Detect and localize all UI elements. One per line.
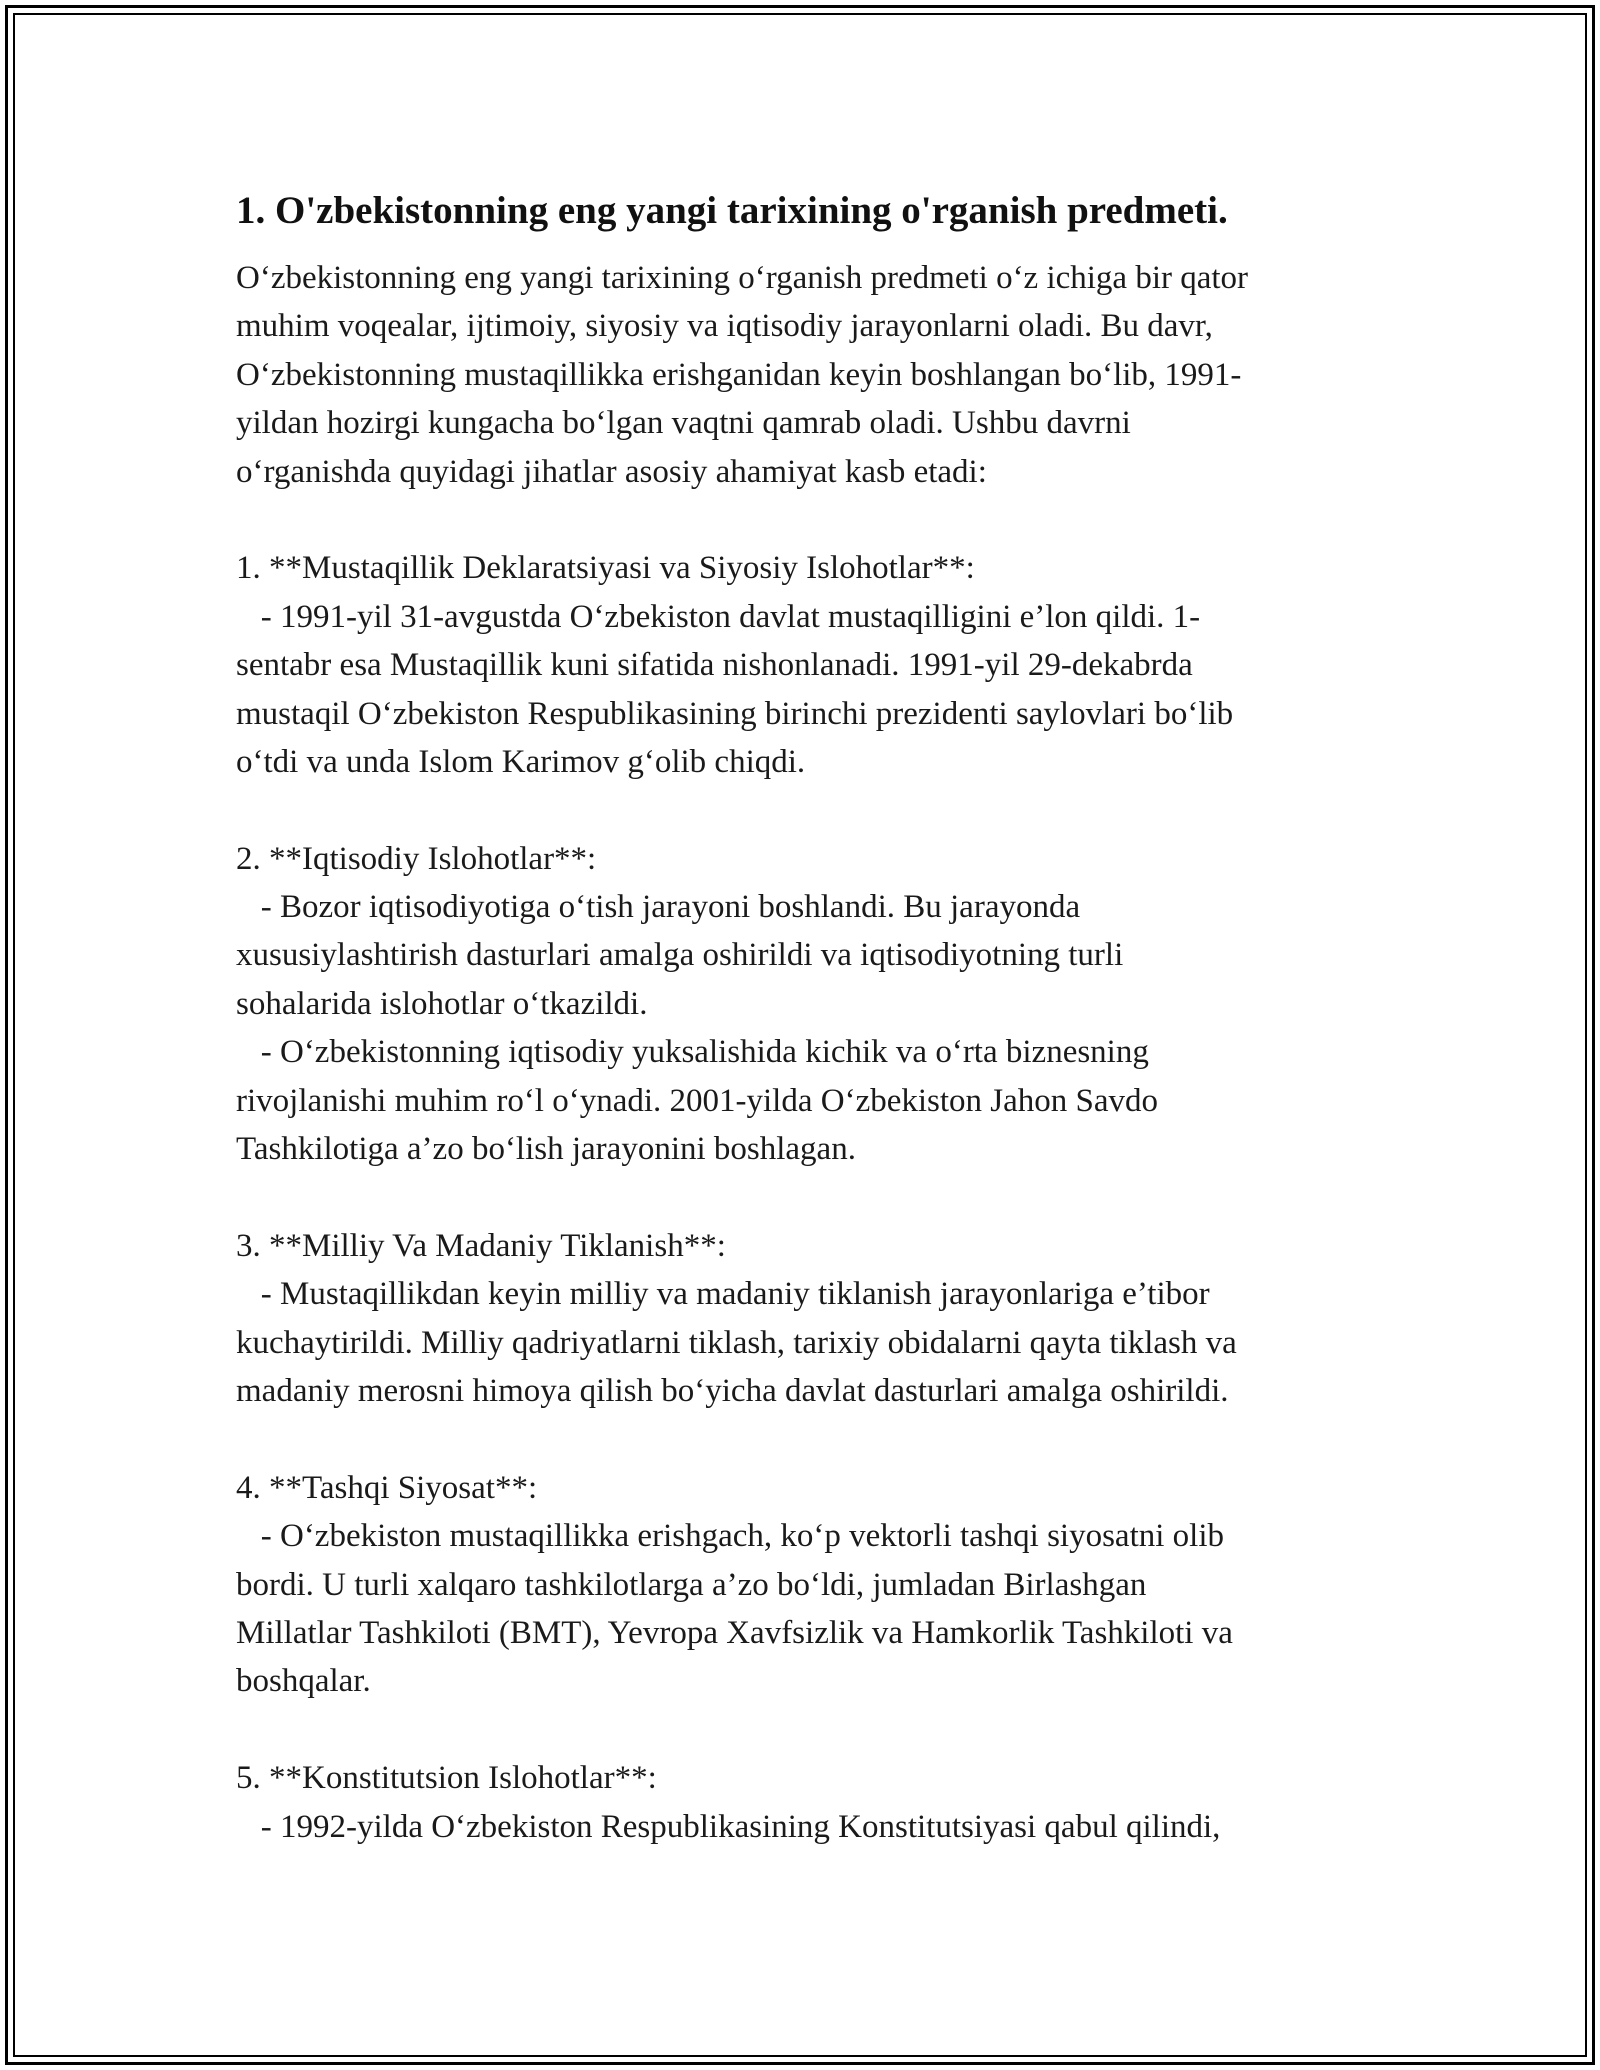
text-line: boshqalar. <box>236 1663 371 1700</box>
text-line: xususiylashtirish dasturlari amalga oshirildi va iqtisodiyotning turli <box>236 937 1124 974</box>
text-line: rivojlanishi muhim roʻl oʻynadi. 2001-yilda Oʻzbekiston Jahon Savdo <box>236 1082 1159 1119</box>
document-body <box>236 186 1386 1851</box>
section-5 <box>236 1754 1386 1851</box>
paragraph-spacer <box>236 1706 1386 1754</box>
text-line: Oʻzbekistonning eng yangi tarixining oʻrganish predmeti oʻz ichiga bir qator <box>236 260 1249 296</box>
text-line: - Bozor iqtisodiyotiga oʻtish jarayoni boshlandi. Bu jarayonda <box>236 889 1081 926</box>
text-line: oʻrganishda quyidagi jihatlar asosiy ahamiyat kasb etadi: <box>236 453 987 490</box>
paragraph-spacer <box>236 496 1386 544</box>
section-heading: 1. **Mustaqillik Deklaratsiyasi va Siyosiy Islohotlar**: <box>236 550 975 587</box>
section-1 <box>236 544 1386 786</box>
text-line: - Oʻzbekiston mustaqillikka erishgach, koʻp vektorli tashqi siyosatni olib <box>236 1518 1225 1555</box>
text-line: - 1992-yilda Oʻzbekiston Respublikasining Konstitutsiyasi qabul qilindi, <box>236 1808 1221 1845</box>
paragraph-spacer <box>236 786 1386 834</box>
intro-paragraph <box>236 254 1386 496</box>
text-line: - Oʻzbekistonning iqtisodiy yuksalishida kichik va oʻrta biznesning <box>236 1034 1149 1071</box>
text-line: yildan hozirgi kungacha boʻlgan vaqtni qamrab oladi. Ushbu davrni <box>236 405 1131 442</box>
section-heading: 5. **Konstitutsion Islohotlar**: <box>236 1760 657 1797</box>
text-line: madaniy merosni himoya qilish boʻyicha davlat dasturlari amalga oshirildi. <box>236 1372 1229 1409</box>
text-line: - Mustaqillikdan keyin milliy va madaniy tiklanish jarayonlariga e’tibor <box>236 1276 1210 1313</box>
document-heading: 1. O'zbekistonning eng yangi tarixining o'rganish predmeti. <box>236 189 1228 232</box>
paragraph-spacer <box>236 1173 1386 1221</box>
text-line: - 1991-yil 31-avgustda Oʻzbekiston davlat mustaqilligini e’lon qildi. 1- <box>236 598 1201 635</box>
text-line: muhim voqealar, ijtimoiy, siyosiy va iqtisodiy jarayonlarni oladi. Bu davr, <box>236 308 1213 345</box>
text-line: kuchaytirildi. Milliy qadriyatlarni tiklash, tarixiy obidalarni qayta tiklash va <box>236 1324 1237 1361</box>
text-line: bordi. U turli xalqaro tashkilotlarga a’zo boʻldi, jumladan Birlashgan <box>236 1566 1147 1603</box>
text-line: sentabr esa Mustaqillik kuni sifatida nishonlanadi. 1991-yil 29-dekabrda <box>236 647 1193 684</box>
text-line: Oʻzbekistonning mustaqillikka erishganidan keyin boshlangan boʻlib, 1991- <box>236 356 1242 393</box>
section-2 <box>236 835 1386 1174</box>
text-line: mustaqil Oʻzbekiston Respublikasining birinchi prezidenti saylovlari boʻlib <box>236 695 1234 732</box>
text-line: sohalarida islohotlar oʻtkazildi. <box>236 985 648 1022</box>
text-line: Tashkilotiga a’zo boʻlish jarayonini boshlagan. <box>236 1131 856 1168</box>
section-heading: 4. **Tashqi Siyosat**: <box>236 1469 538 1506</box>
text-line: oʻtdi va unda Islom Karimov gʻolib chiqdi. <box>236 743 806 780</box>
section-heading: 2. **Iqtisodiy Islohotlar**: <box>236 840 597 877</box>
section-heading: 3. **Milliy Va Madaniy Tiklanish**: <box>236 1227 726 1264</box>
text-line: Millatlar Tashkiloti (BMT), Yevropa Xavfsizlik va Hamkorlik Tashkiloti va <box>236 1614 1233 1651</box>
section-3 <box>236 1222 1386 1416</box>
section-4 <box>236 1464 1386 1706</box>
paragraph-spacer <box>236 1415 1386 1463</box>
